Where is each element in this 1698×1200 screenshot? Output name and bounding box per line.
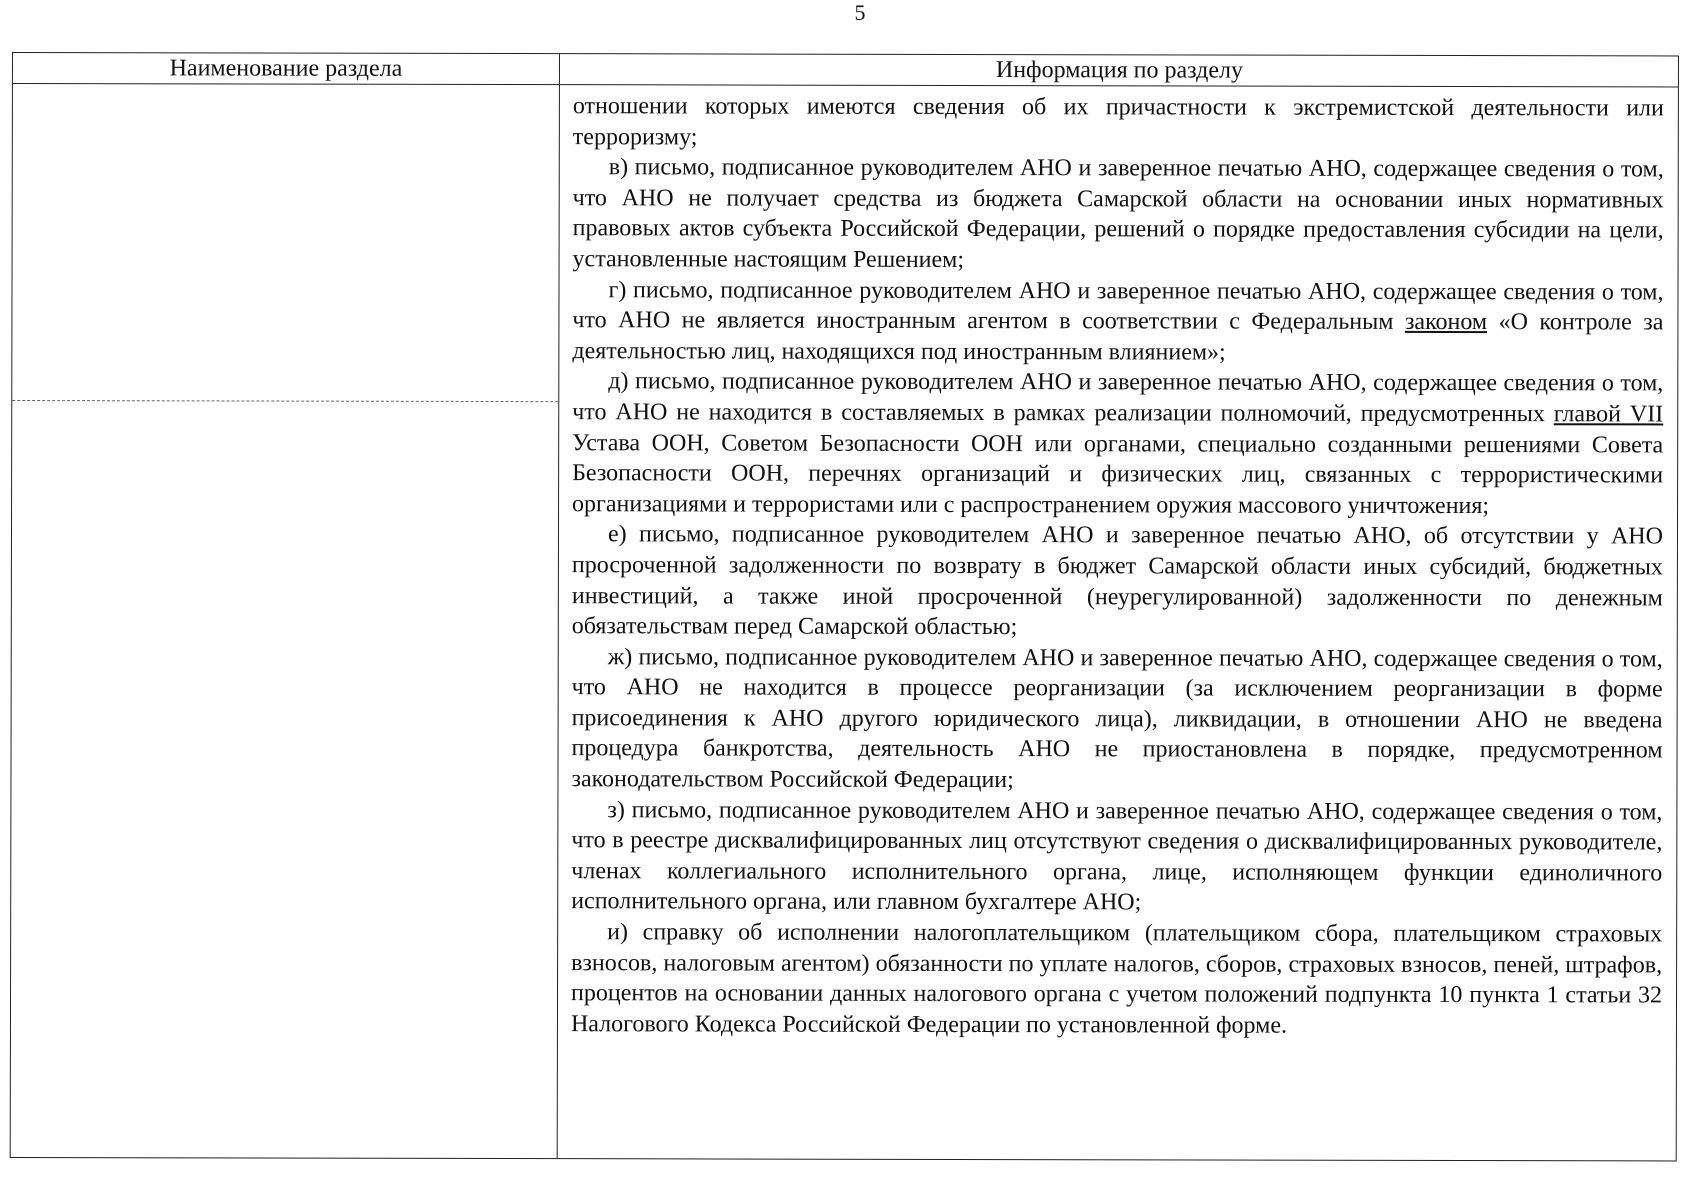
paragraph-e: е) письмо, подписанное руководителем АНО и заверенное печатью АНО, об отсутствии у АНО просроченной задолженности по возврату в бюджет Самарской области иных субсидий, бюджетных инвестиций, а также иной просроченной (неурегулированной) задолженности по денежным обязательствам перед Самарской областью; [571, 521, 1664, 641]
paragraph-v: в) письмо, подписанное руководителем АНО и заверенное печатью АНО, содержащее сведения о том, что АНО не получает средства из бюджета Самарской области на основании иных нормативных правовых актов субъекта Российской Федерации, решений о порядке предоставления субсидии на цели, установленные настоящим Решением; [572, 154, 1664, 273]
header-section-name: Наименование раздела [169, 55, 403, 82]
paragraph-d-text: д) письмо, подписанное руководителем АНО и заверенное печатью АНО, содержащее сведения о том, что АНО не находится в составляемых в рамках реализации полномочий, предусмотренных [572, 368, 1664, 428]
paragraph-d-text-end: Устава ООН, Советом Безопасности ООН или органами, специально созданными решениями Совета Безопасности ООН, перечнях организаций и физических лиц, связанных с террористическими организациями и террористами или с распространением оружия массового уничтожения; [572, 429, 1664, 519]
chapter-link[interactable]: главой VII [1553, 401, 1664, 428]
column-divider [557, 54, 560, 1158]
paragraph-d [572, 367, 1663, 522]
section-table [10, 52, 1679, 1161]
header-section-info: Информация по разделу [995, 57, 1244, 84]
table-header-row [13, 53, 1678, 87]
dashed-scan-line [12, 400, 558, 402]
paragraph-zh: ж) письмо, подписанное руководителем АНО и заверенное печатью АНО, содержащее сведения о том, что АНО не находится в процессе реорганизации (за исключением реорганизации в форме присоединения к АНО другого юридического лица), ликвидации, в отношении АНО не введена процедура банкротства, деятельность АНО не приостановлена в порядке, предусмотренном законодательством Российской Федерации; [571, 643, 1663, 794]
law-link[interactable]: законом [1404, 309, 1488, 336]
paragraph-g-text: г) письмо, подписанное руководителем АНО и заверенное печатью АНО, содержащее сведения о том, что АНО не является иностранным агентом в соответствии с Федеральным [572, 276, 1664, 336]
section-info-cell [571, 91, 1664, 1042]
paragraph-g [572, 275, 1663, 369]
paragraph-g-text-end: «О контроле за деятельностью лиц, находящихся под иностранным влиянием»; [572, 309, 1664, 366]
paragraph-z: з) письмо, подписанное руководителем АНО и заверенное печатью АНО, содержащее сведения о том, что в реестре дисквалифицированных лиц отсутствуют сведения о дисквалифицированных руководителе, членах коллегиального исполнительного органа, лице, исполняющем функции единоличного исполнительного органа, или главном бухгалтере АНО; [571, 796, 1663, 916]
paragraph-continuation: отношении которых имеются сведения об их причастности к экстремистской деятельности или терроризму; [572, 93, 1664, 151]
page-number: 5 [854, 0, 866, 25]
paragraph-i: и) справку об исполнении налогоплательщиком (плательщиком сбора, плательщиком страховых взносов, налоговым агентом) обязанности по уплате налогов, сборов, страховых взносов, пеней, штрафов, процентов на основании данных налогового органа с учетом положений подпункта 10 пункта 1 статьи 32 Налогового Кодекса Российской Федерации по установленной форме. [570, 919, 1663, 1039]
